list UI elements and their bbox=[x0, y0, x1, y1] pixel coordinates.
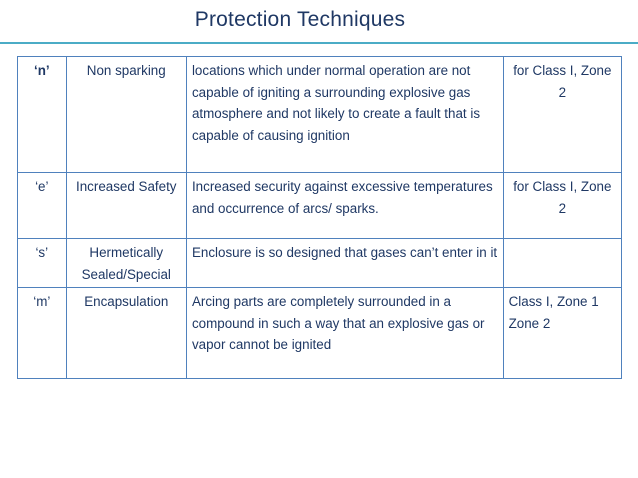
technique-name: Hermetically Sealed/Special bbox=[66, 239, 186, 288]
protection-techniques-table bbox=[17, 56, 622, 379]
technique-name: Non sparking bbox=[66, 57, 186, 173]
technique-classification: Class I, Zone 1 Zone 2 bbox=[503, 288, 621, 379]
technique-description: Enclosure is so designed that gases can’t enter in it bbox=[186, 239, 503, 288]
table-row bbox=[18, 239, 622, 288]
technique-description: Increased security against excessive temperatures and occurrence of arcs/ sparks. bbox=[186, 173, 503, 239]
technique-code: ‘e’ bbox=[18, 173, 67, 239]
technique-classification bbox=[503, 239, 621, 288]
technique-classification: for Class I, Zone 2 bbox=[503, 57, 621, 173]
technique-code: ‘n’ bbox=[18, 57, 67, 173]
table-row bbox=[18, 57, 622, 173]
technique-code: ‘s’ bbox=[18, 239, 67, 288]
title-divider bbox=[0, 42, 638, 44]
slide-title: Protection Techniques bbox=[194, 8, 406, 31]
technique-name: Increased Safety bbox=[66, 173, 186, 239]
table-row bbox=[18, 288, 622, 379]
technique-name: Encapsulation bbox=[66, 288, 186, 379]
technique-description: Arcing parts are completely surrounded in a compound in such a way that an explosive gas or vapor cannot be ignited bbox=[186, 288, 503, 379]
technique-classification: for Class I, Zone 2 bbox=[503, 173, 621, 239]
technique-description: locations which under normal operation are not capable of igniting a surrounding explosive gas atmosphere and not likely to create a fault that is capable of causing ignition bbox=[186, 57, 503, 173]
technique-code: ‘m’ bbox=[18, 288, 67, 379]
table-row bbox=[18, 173, 622, 239]
